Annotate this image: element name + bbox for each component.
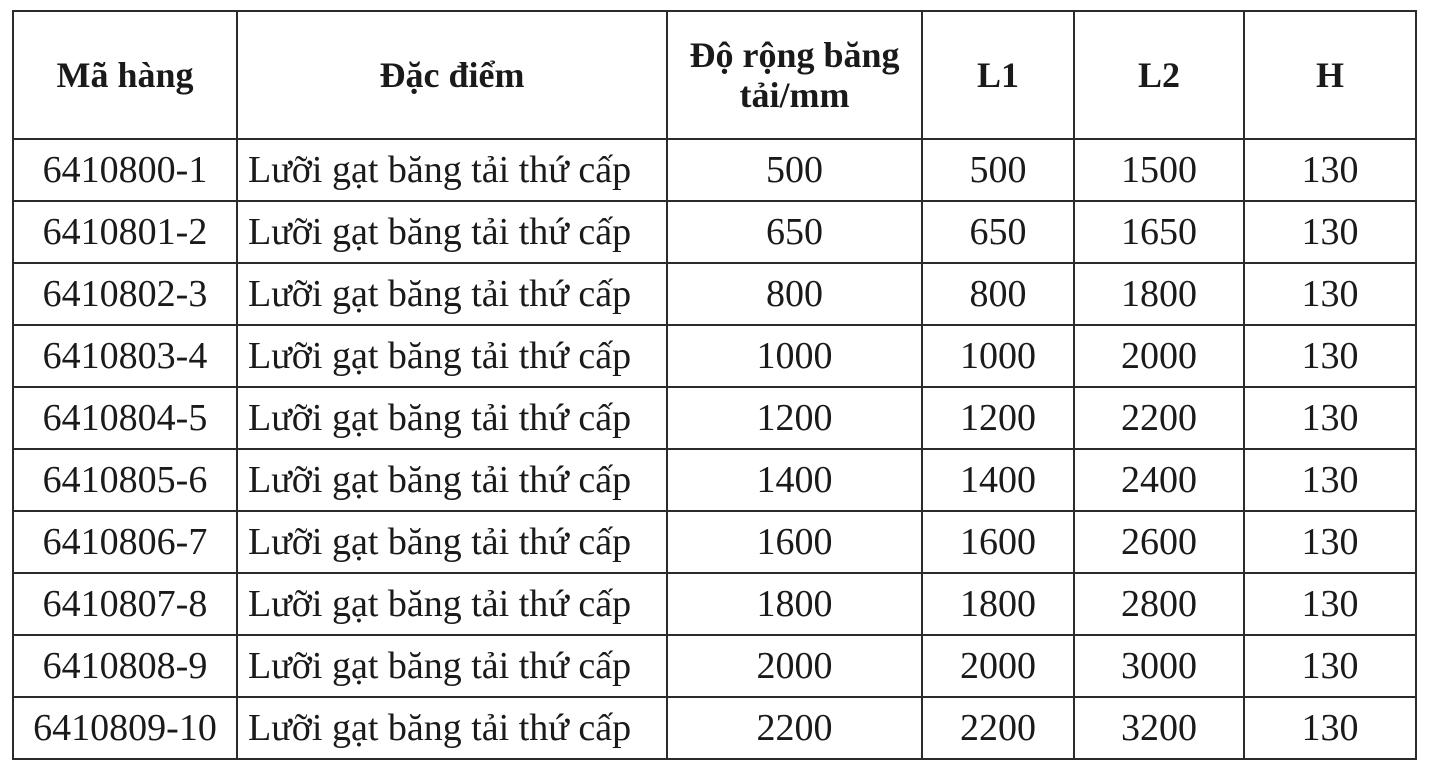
cell-l1: 1000 <box>922 325 1074 387</box>
cell-h: 130 <box>1244 511 1416 573</box>
header-description: Đặc điểm <box>237 11 667 139</box>
table-row <box>13 325 1416 387</box>
cell-product-code: 6410806-7 <box>13 511 237 573</box>
cell-belt-width: 2200 <box>667 697 922 759</box>
cell-l2: 1500 <box>1074 139 1244 201</box>
cell-h: 130 <box>1244 573 1416 635</box>
cell-product-code: 6410807-8 <box>13 573 237 635</box>
table-row <box>13 139 1416 201</box>
cell-description: Lưỡi gạt băng tải thứ cấp <box>237 201 667 263</box>
cell-product-code: 6410800-1 <box>13 139 237 201</box>
cell-product-code: 6410809-10 <box>13 697 237 759</box>
cell-h: 130 <box>1244 139 1416 201</box>
cell-description: Lưỡi gạt băng tải thứ cấp <box>237 325 667 387</box>
cell-product-code: 6410805-6 <box>13 449 237 511</box>
header-belt-width: Độ rộng băng tải/mm <box>667 11 922 139</box>
cell-product-code: 6410808-9 <box>13 635 237 697</box>
cell-h: 130 <box>1244 325 1416 387</box>
cell-h: 130 <box>1244 635 1416 697</box>
header-product-code: Mã hàng <box>13 11 237 139</box>
table-row <box>13 697 1416 759</box>
cell-belt-width: 800 <box>667 263 922 325</box>
cell-product-code: 6410803-4 <box>13 325 237 387</box>
cell-l1: 2200 <box>922 697 1074 759</box>
cell-l1: 1600 <box>922 511 1074 573</box>
cell-belt-width: 500 <box>667 139 922 201</box>
table-row <box>13 201 1416 263</box>
cell-h: 130 <box>1244 201 1416 263</box>
cell-belt-width: 2000 <box>667 635 922 697</box>
table-row <box>13 573 1416 635</box>
cell-l2: 3200 <box>1074 697 1244 759</box>
table-row <box>13 263 1416 325</box>
cell-l2: 2800 <box>1074 573 1244 635</box>
cell-l2: 2400 <box>1074 449 1244 511</box>
cell-l1: 1800 <box>922 573 1074 635</box>
cell-l1: 650 <box>922 201 1074 263</box>
table-row <box>13 635 1416 697</box>
cell-h: 130 <box>1244 449 1416 511</box>
cell-belt-width: 1800 <box>667 573 922 635</box>
cell-l1: 1200 <box>922 387 1074 449</box>
cell-l2: 2600 <box>1074 511 1244 573</box>
table-row <box>13 511 1416 573</box>
cell-belt-width: 1400 <box>667 449 922 511</box>
cell-description: Lưỡi gạt băng tải thứ cấp <box>237 697 667 759</box>
cell-description: Lưỡi gạt băng tải thứ cấp <box>237 387 667 449</box>
cell-l2: 1800 <box>1074 263 1244 325</box>
header-row <box>13 11 1416 139</box>
cell-description: Lưỡi gạt băng tải thứ cấp <box>237 263 667 325</box>
table-row <box>13 449 1416 511</box>
cell-l2: 2200 <box>1074 387 1244 449</box>
cell-description: Lưỡi gạt băng tải thứ cấp <box>237 635 667 697</box>
cell-description: Lưỡi gạt băng tải thứ cấp <box>237 573 667 635</box>
cell-product-code: 6410804-5 <box>13 387 237 449</box>
cell-l2: 2000 <box>1074 325 1244 387</box>
cell-h: 130 <box>1244 263 1416 325</box>
cell-h: 130 <box>1244 387 1416 449</box>
table-header <box>13 11 1416 139</box>
cell-belt-width: 1200 <box>667 387 922 449</box>
header-h: H <box>1244 11 1416 139</box>
cell-product-code: 6410802-3 <box>13 263 237 325</box>
cell-description: Lưỡi gạt băng tải thứ cấp <box>237 449 667 511</box>
header-l1: L1 <box>922 11 1074 139</box>
cell-belt-width: 1600 <box>667 511 922 573</box>
header-l2: L2 <box>1074 11 1244 139</box>
product-spec-table <box>12 10 1417 760</box>
cell-l1: 2000 <box>922 635 1074 697</box>
cell-h: 130 <box>1244 697 1416 759</box>
cell-l1: 1400 <box>922 449 1074 511</box>
cell-l1: 500 <box>922 139 1074 201</box>
cell-l1: 800 <box>922 263 1074 325</box>
cell-l2: 3000 <box>1074 635 1244 697</box>
cell-description: Lưỡi gạt băng tải thứ cấp <box>237 511 667 573</box>
cell-product-code: 6410801-2 <box>13 201 237 263</box>
cell-belt-width: 1000 <box>667 325 922 387</box>
cell-description: Lưỡi gạt băng tải thứ cấp <box>237 139 667 201</box>
cell-belt-width: 650 <box>667 201 922 263</box>
cell-l2: 1650 <box>1074 201 1244 263</box>
table-body <box>13 139 1416 759</box>
table-row <box>13 387 1416 449</box>
